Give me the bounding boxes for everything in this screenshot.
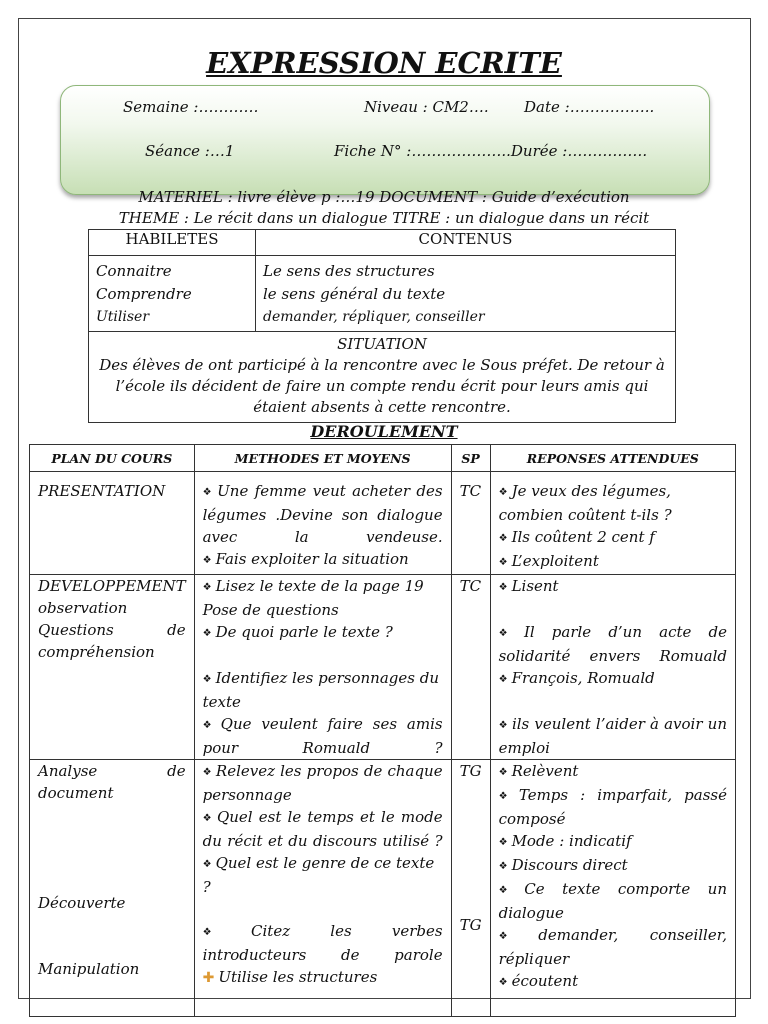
analyse-row bbox=[30, 760, 736, 1017]
habiletes-table bbox=[88, 229, 676, 423]
reponse-item: ❖ Mode : indicatif bbox=[499, 830, 727, 854]
methode-item: ❖ Fais exploiter la situation bbox=[203, 548, 443, 572]
reponse-item: ❖ Discours direct bbox=[499, 854, 727, 878]
semaine-field: Semaine :………… bbox=[123, 98, 259, 116]
reponse-item: ❖ Lisent bbox=[499, 575, 727, 599]
sp-value: TG bbox=[459, 762, 482, 780]
contenus-header: CONTENUS bbox=[256, 230, 676, 256]
situation-title: SITUATION bbox=[337, 335, 427, 353]
seance-field: Séance :…1 bbox=[145, 142, 235, 160]
contenu-item: demander, répliquer, conseiller bbox=[263, 309, 485, 325]
col-header-sp: SP bbox=[451, 445, 490, 472]
contenu-item: Le sens des structures bbox=[263, 262, 435, 280]
sp-value: TC bbox=[459, 577, 482, 595]
niveau-field: Niveau : CM2…. bbox=[364, 98, 489, 116]
reponse-item: ❖ Relèvent bbox=[499, 760, 727, 784]
plan-presentation: PRESENTATION bbox=[38, 482, 166, 500]
methode-item: ❖ De quoi parle le texte ? bbox=[203, 621, 443, 645]
habilete-item: Connaitre bbox=[96, 262, 172, 280]
page-title: EXPRESSION ECRITE bbox=[206, 46, 562, 80]
col-header-reponses: REPONSES ATTENDUES bbox=[490, 445, 735, 472]
reponse-item: ❖ Il parle d’un acte de solidarité envers Romuald bbox=[499, 621, 727, 667]
reponse-item: ❖ ils veulent l’aider à avoir un emploi bbox=[499, 713, 727, 759]
deroulement-title: DEROULEMENT bbox=[310, 422, 458, 441]
methode-item: ❖ Une femme veut acheter des légumes .Devine son dialogue avec la vendeuse. bbox=[203, 480, 443, 548]
developpement-row bbox=[30, 575, 736, 760]
plan-questions: Questions de compréhension bbox=[38, 621, 186, 661]
plan-analyse: Analyse de document bbox=[38, 762, 186, 802]
col-header-methodes: METHODES ET MOYENS bbox=[194, 445, 451, 472]
methode-item: ❖ Lisez le texte de la page 19 Pose de questions bbox=[203, 575, 443, 621]
reponse-item: ❖ Je veux des légumes, combien coûtent t-ils ? bbox=[499, 480, 727, 526]
habiletes-header: HABILETES bbox=[89, 230, 256, 256]
habilete-item: Comprendre bbox=[96, 285, 192, 303]
deroulement-table bbox=[29, 444, 736, 1017]
presentation-row bbox=[30, 472, 736, 575]
sp-value: TG bbox=[459, 916, 482, 934]
methode-item: ❖ Quel est le genre de ce texte ? bbox=[203, 852, 443, 898]
habilete-item: Utiliser bbox=[96, 309, 150, 325]
reponse-item: ❖ François, Romuald bbox=[499, 667, 727, 691]
plan-observation: observation bbox=[38, 599, 128, 617]
header-banner bbox=[60, 85, 710, 195]
methode-item: ❖ Relevez les propos de chaque personnage bbox=[203, 760, 443, 806]
plan-manipulation: Manipulation bbox=[38, 960, 140, 978]
theme-line: THEME : Le récit dans un dialogue TITRE : un dialogue dans un récit bbox=[118, 209, 650, 227]
date-field: Date :…………….. bbox=[524, 98, 655, 116]
situation-cell bbox=[89, 332, 676, 423]
reponse-item: ❖ L’exploitent bbox=[499, 550, 727, 574]
methode-item: ❖ Identifiez les personnages du texte bbox=[203, 667, 443, 713]
sp-value: TC bbox=[459, 482, 482, 500]
contenu-item: le sens général du texte bbox=[263, 285, 446, 303]
reponse-item: ❖ écoutent bbox=[499, 970, 727, 994]
plan-developpement: DEVELOPPEMENT bbox=[38, 577, 186, 595]
reponse-item: ❖ Ils coûtent 2 cent f bbox=[499, 526, 727, 550]
materiel-line: MATERIEL : livre élève p :…19 DOCUMENT : Guide d’exécution bbox=[138, 188, 630, 206]
methode-item: Utilise les structures bbox=[218, 968, 378, 986]
col-header-plan: PLAN DU COURS bbox=[30, 445, 195, 472]
reponse-item: ❖ Ce texte comporte un dialogue bbox=[499, 878, 727, 924]
fiche-duree-field: Fiche N° :………………..Durée :……………. bbox=[334, 142, 648, 160]
reponse-item: ❖ Temps : imparfait, passé composé bbox=[499, 784, 727, 830]
reponse-item: ❖ demander, conseiller, répliquer bbox=[499, 924, 727, 970]
plus-icon bbox=[203, 968, 219, 986]
situation-text: Des élèves de ont participé à la rencontre avec le Sous préfet. De retour à l’école ils décident de faire un compte rendu écrit pour leurs amis qui étaient absents à cette rencontre. bbox=[99, 356, 665, 416]
methode-item: ❖ Que veulent faire ses amis pour Romuald ? bbox=[203, 713, 443, 759]
methode-item: ❖ Quel est le temps et le mode du récit et du discours utilisé ? bbox=[203, 806, 443, 852]
methode-item: ❖ Citez les verbes introducteurs de parole bbox=[203, 920, 443, 966]
plan-decouverte: Découverte bbox=[38, 894, 126, 912]
